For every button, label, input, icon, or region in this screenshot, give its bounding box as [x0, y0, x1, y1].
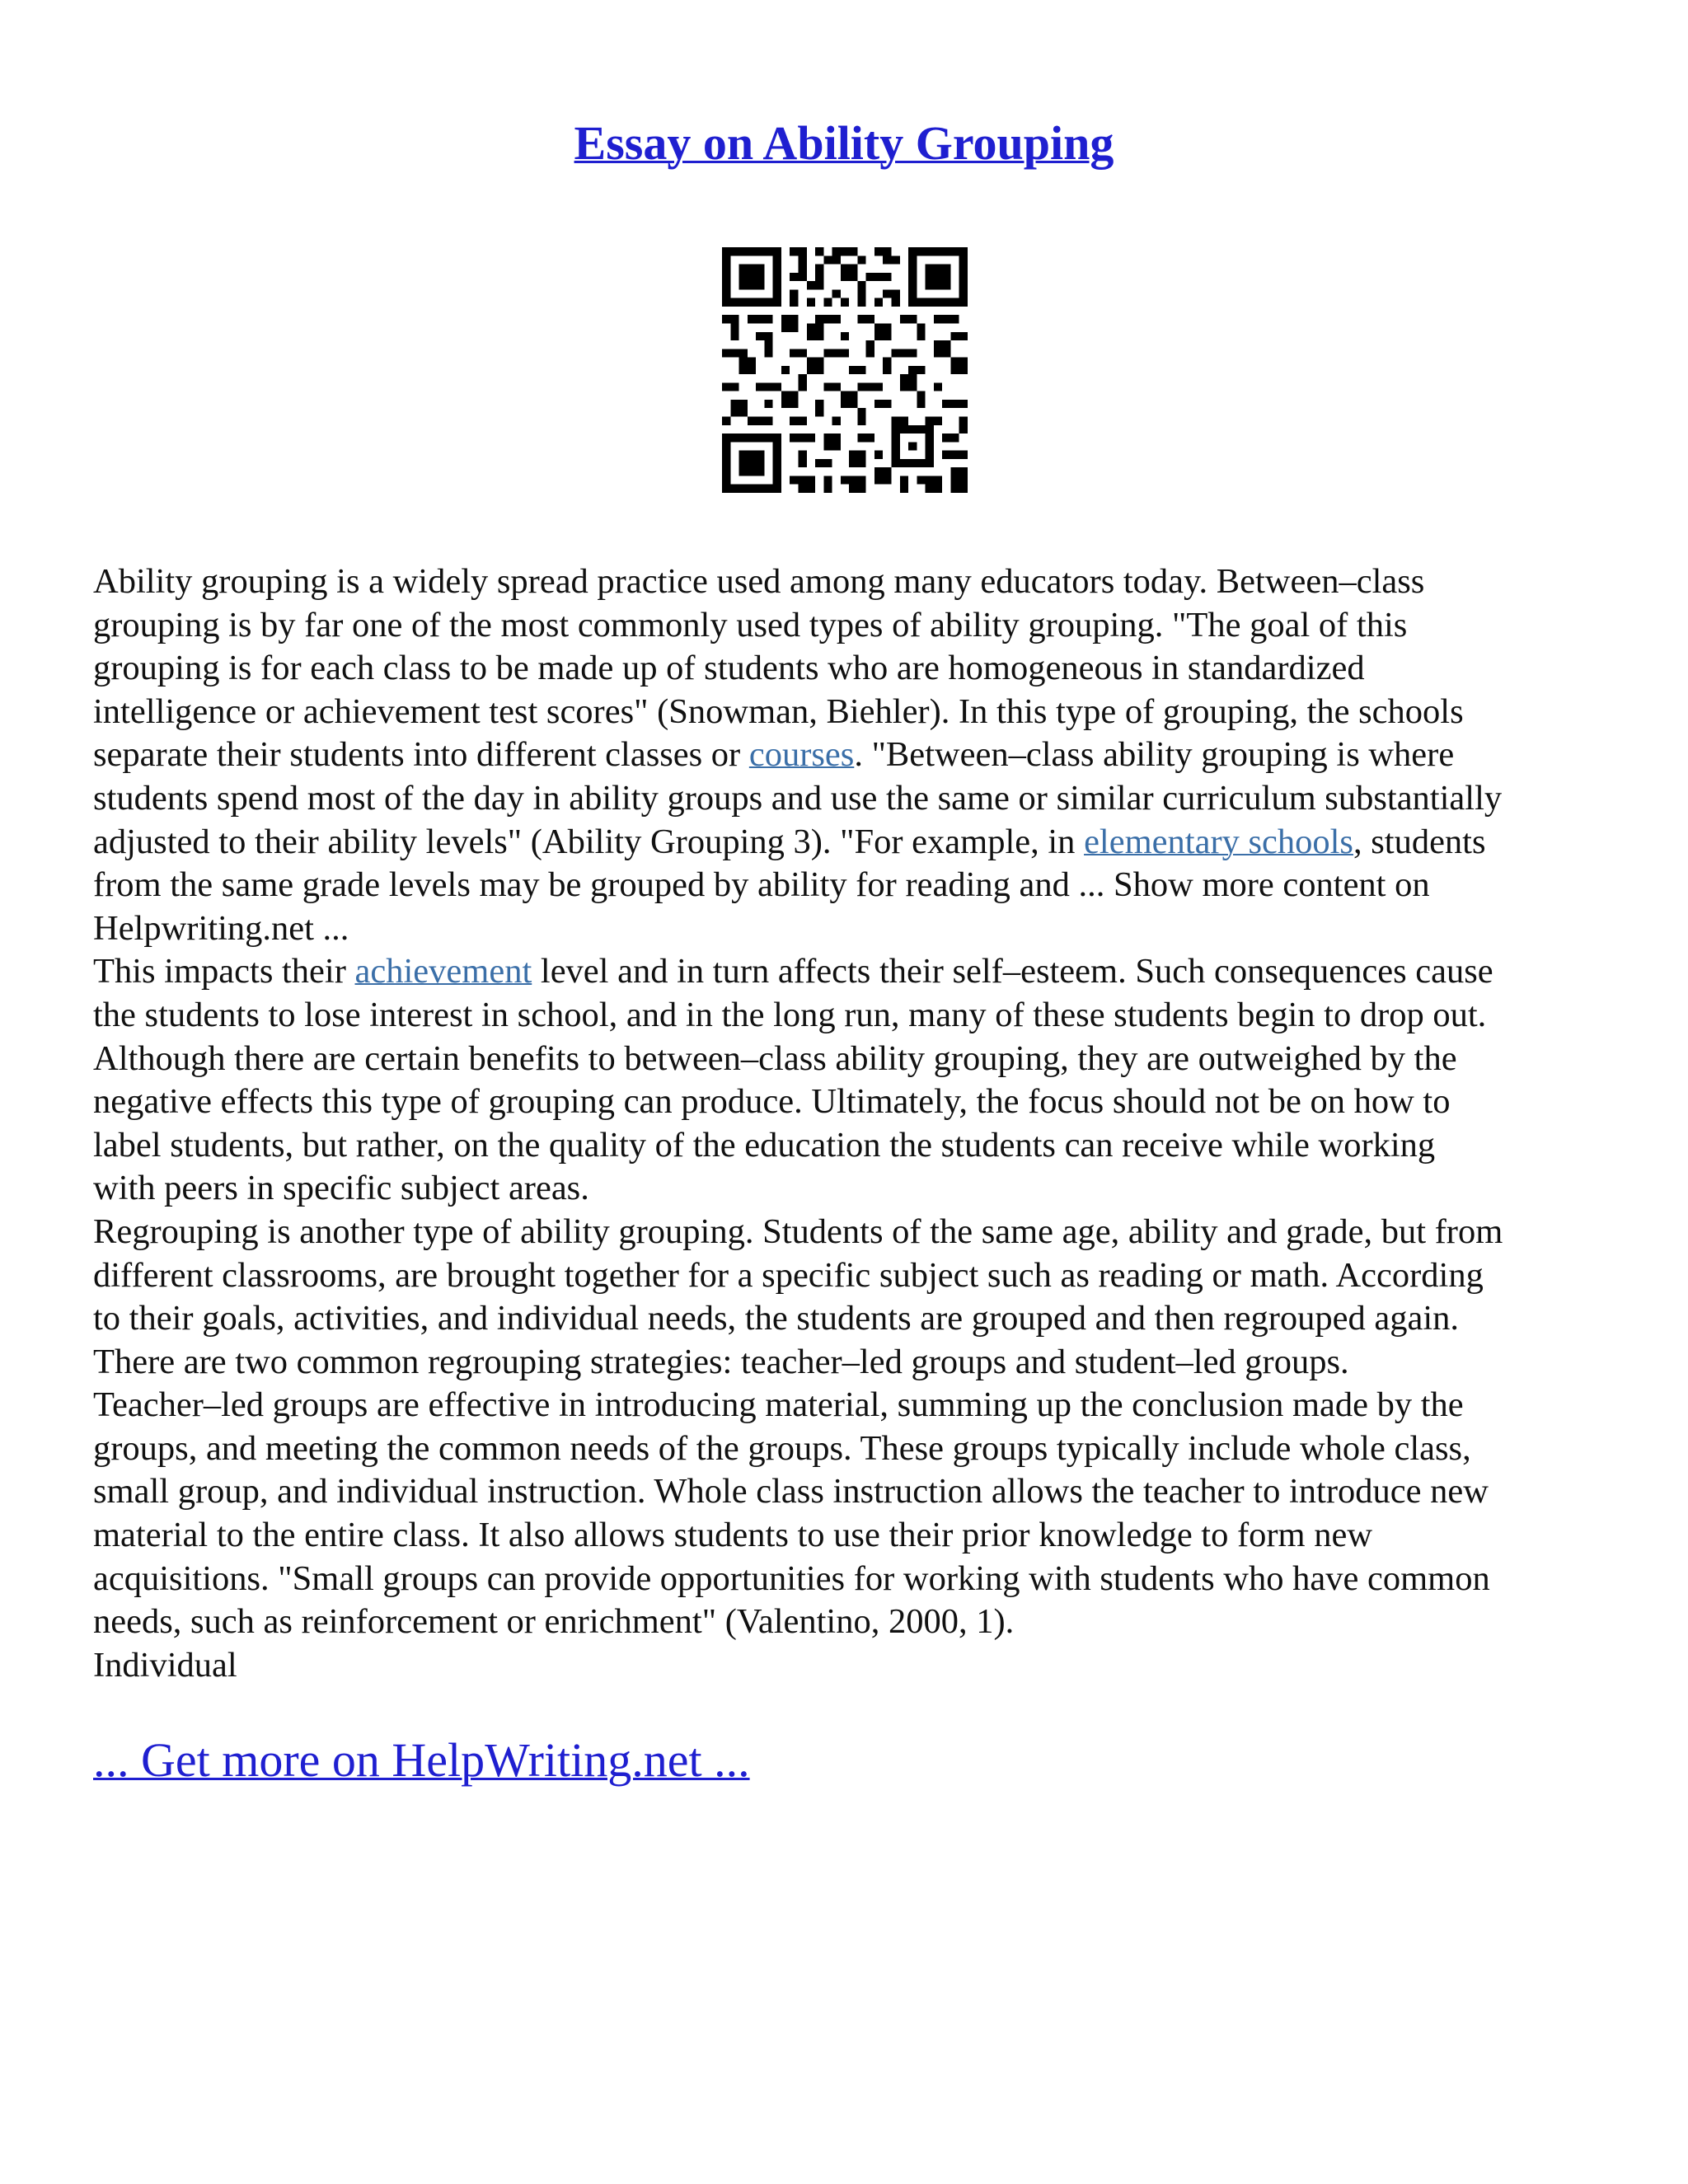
text-span: , students	[1353, 822, 1486, 861]
paragraph-3	[93, 1211, 1610, 1688]
achievement-link[interactable]: achievement	[354, 952, 532, 991]
text-line: needs, such as reinforcement or enrichment" (Valentino, 2000, 1).	[93, 1602, 1015, 1642]
text-line: Individual	[93, 1645, 237, 1685]
title-link[interactable]: Essay on Ability Grouping	[574, 116, 1114, 170]
qr-code-icon	[722, 247, 968, 493]
text-line: the students to lose interest in school, and in the long run, many of these students begin to drop out.	[93, 995, 1487, 1034]
paragraph-2	[93, 950, 1610, 1211]
text-line: acquisitions. "Small groups can provide opportunities for working with students who have common	[93, 1558, 1490, 1598]
text-line: groups, and meeting the common needs of the groups. These groups typically include whole class,	[93, 1428, 1471, 1468]
text-line: Regrouping is another type of ability grouping. Students of the same age, ability and grade, but from	[93, 1212, 1503, 1251]
page-title	[0, 114, 1688, 173]
text-line: Teacher–led groups are effective in introducing material, summing up the conclusion made by the	[93, 1385, 1464, 1425]
text-span: level and in turn affects their self–esteem. Such consequences cause	[532, 952, 1493, 991]
text-line: students spend most of the day in ability groups and use the same or similar curriculum substantially	[93, 778, 1503, 818]
text-line: grouping is for each class to be made up of students who are homogeneous in standardized	[93, 649, 1365, 688]
text-line: Ability grouping is a widely spread practice used among many educators today. Between–class	[93, 562, 1425, 601]
text-line: different classrooms, are brought together for a specific subject such as reading or math. According	[93, 1255, 1484, 1295]
text-span: separate their students into different classes or	[93, 735, 749, 775]
text-line: negative effects this type of grouping can produce. Ultimately, the focus should not be on how to	[93, 1082, 1451, 1122]
text-span: adjusted to their ability levels" (Ability Grouping 3). "For example, in	[93, 822, 1085, 861]
text-line: small group, and individual instruction. Whole class instruction allows the teacher to introduce new	[93, 1472, 1489, 1511]
get-more-section	[93, 1731, 750, 1790]
text-line	[93, 821, 1610, 865]
text-line	[93, 733, 1610, 777]
text-span: This impacts their	[93, 952, 355, 991]
courses-link[interactable]: courses	[748, 735, 855, 775]
text-line: material to the entire class. It also allows students to use their prior knowledge to form new	[93, 1516, 1373, 1555]
essay-body	[93, 560, 1610, 1687]
text-line: with peers in specific subject areas.	[93, 1169, 589, 1208]
text-line: label students, but rather, on the quality of the education the students can receive while working	[93, 1125, 1436, 1165]
text-line: grouping is by far one of the most commonly used types of ability grouping. "The goal of this	[93, 605, 1408, 644]
text-line: Although there are certain benefits to between–class ability grouping, they are outweighed by the	[93, 1038, 1457, 1078]
text-line: to their goals, activities, and individual needs, the students are grouped and then regrouped again.	[93, 1299, 1460, 1338]
text-line	[93, 950, 1610, 994]
text-line: from the same grade levels may be grouped by ability for reading and ... Show more content on	[93, 865, 1430, 905]
get-more-link[interactable]: ... Get more on HelpWriting.net ...	[93, 1733, 750, 1787]
text-line: There are two common regrouping strategies: teacher–led groups and student–led groups.	[93, 1342, 1349, 1381]
text-span: . "Between–class ability grouping is where	[854, 735, 1455, 775]
paragraph-1	[93, 560, 1610, 950]
text-line: Helpwriting.net ...	[93, 908, 349, 948]
text-line: intelligence or achievement test scores" (Snowman, Biehler). In this type of grouping, the schools	[93, 691, 1464, 731]
elementary-schools-link[interactable]: elementary schools	[1084, 822, 1353, 861]
